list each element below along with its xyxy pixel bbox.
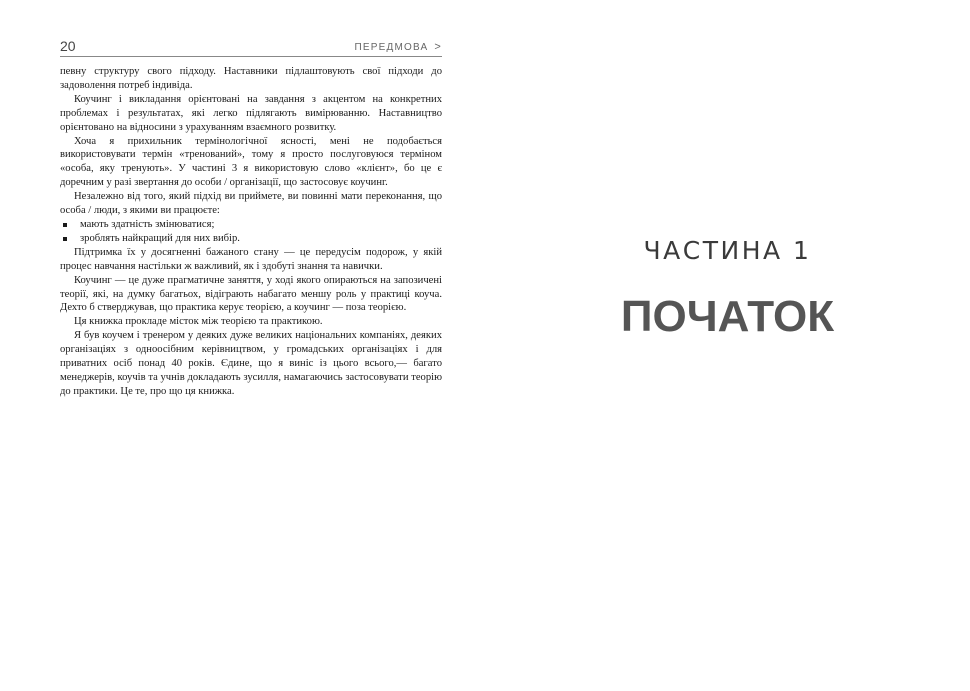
list-item — [60, 218, 442, 232]
square-bullet-icon — [63, 223, 67, 227]
paragraph: Ця книжка прокладе місток між теорією та практикою. — [74, 316, 323, 328]
paragraph: певну структуру свого підходу. Наставники підлаштовують свої підходи до задоволення потреб індивіда. — [60, 66, 442, 91]
paragraph: Незалежно від того, який підхід ви приймете, ви повинні мати переконання, що особа / люди, з якими ви працюєте: — [60, 191, 442, 217]
paragraph: Хоча я прихильник термінологічної ясності, мені не подобається використовувати термін «тренований», тому я просто послуговуюся терміном «особа, яку тренують». У частині 3 я використовую слово «клієнт», бо це є доречним у разі звертання до особи / організації, що застосовує коучинг. — [60, 135, 442, 189]
section-title-text: ПЕРЕДМОВА — [354, 42, 429, 53]
section-title — [354, 41, 442, 53]
body-text — [60, 65, 442, 399]
square-bullet-icon — [63, 237, 67, 241]
paragraph: Я був коучем і тренером у деяких дуже великих національних компаніях, деяких організаціях з одноосібним керівництвом, у громадських організаціях і для приватних осіб понад 40 років. Єдине, що я виніс із цього всього,— багато менеджерів, коучів та учнів докладають зусилля, намагаючись застосовувати теорію до практики. Це те, про що ця книжка. — [60, 330, 442, 397]
left-page — [60, 36, 442, 399]
bullet-list — [60, 218, 442, 246]
part-title: ПОЧАТОК — [620, 292, 835, 341]
list-item — [60, 232, 442, 246]
paragraph: Коучинг і викладання орієнтовані на завдання з акцентом на конкретних проблемах і результатах, які легко підлягають вимірюванню. Наставництво орієнтовано на відносини з урахуванням взаємного розвитку. — [60, 93, 442, 133]
page-number: 20 — [60, 38, 76, 54]
paragraph: Коучинг — це дуже прагматичне заняття, у ході якого опираються на запозичені теорії, які, на думку багатьох, відіграють набагато меншу роль у практиці коуча. Дехто б стверджував, що практика керує теорією, а коучинг — поза теорією. — [60, 274, 442, 314]
right-page — [485, 0, 970, 691]
list-item-text: мають здатність змінюватися; — [80, 218, 215, 230]
running-head — [60, 36, 442, 57]
part-label: ЧАСТИНА 1 — [643, 236, 812, 265]
paragraph: Підтримка їх у досягненні бажаного стану — це передусім подорож, у якій процес навчання настільки ж важливий, як і здобуті знання та навички. — [60, 246, 442, 272]
chevron-right-icon: > — [434, 41, 442, 53]
list-item-text: зроблять найкращий для них вибір. — [80, 232, 240, 244]
